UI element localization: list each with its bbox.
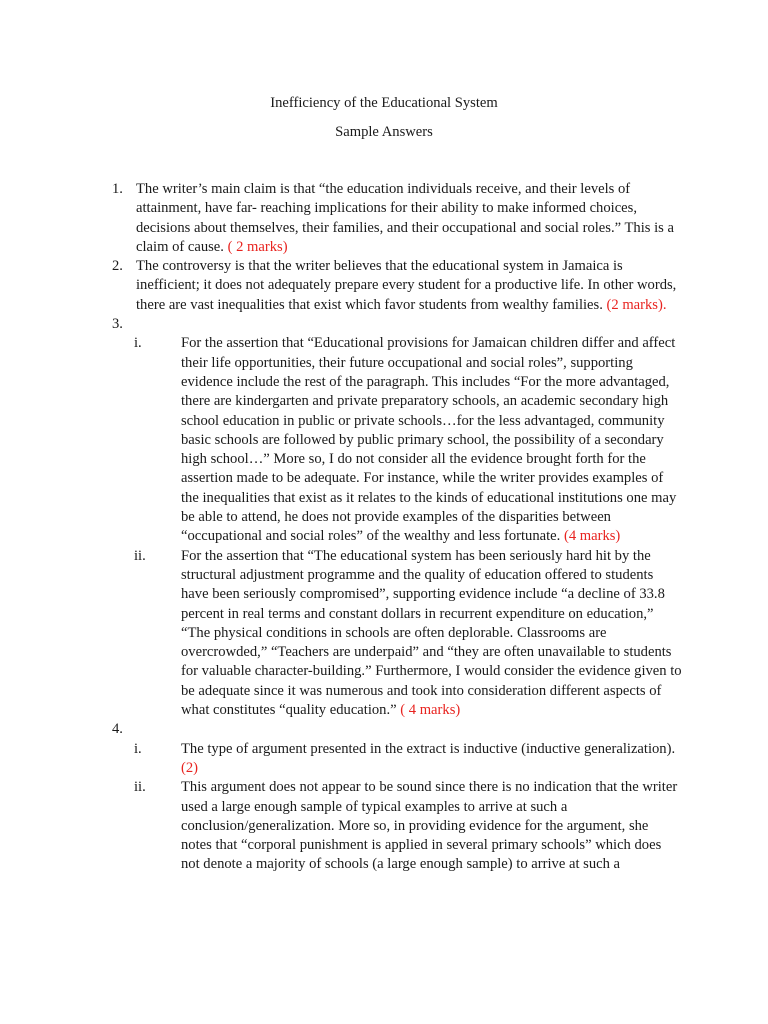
subpart-body: The type of argument presented in the extract is inductive (inductive generalization). xyxy=(181,740,676,757)
subpart-number: i. xyxy=(134,740,142,757)
answer-3-part-ii xyxy=(0,547,768,721)
subpart-number: ii. xyxy=(134,779,146,796)
answer-3-part-i xyxy=(0,334,768,546)
answer-number: 4. xyxy=(112,721,123,738)
document-title: Inefficiency of the Educational System xyxy=(270,95,498,111)
answer-number: 3. xyxy=(112,316,123,333)
marks-label: ( 4 marks) xyxy=(400,702,461,719)
subpart-number: i. xyxy=(134,335,142,352)
answer-2 xyxy=(0,257,768,315)
subpart-text xyxy=(181,334,682,546)
marks-label: (2) xyxy=(181,759,199,776)
subpart-body: This argument does not appear to be sound since there is no indication that the writer used a large enough sample of typical examples to arrive at such a conclusion/generalization. More so, in providing evidence for the argument, she notes that “corporal punishment is applied in several primary schools” which does not denote a majority of schools (a large enough sample) to arrive at such a xyxy=(181,779,678,873)
answer-number: 1. xyxy=(112,181,123,197)
answer-1 xyxy=(0,180,768,257)
answer-text xyxy=(136,257,681,315)
answer-body: The controversy is that the writer believes that the educational system in Jamaica is inefficient; it does not adequately prepare every student for a productive life. In other words, there are vast inequalities that exist which favor students from wealthy families. xyxy=(136,258,677,313)
document-subtitle: Sample Answers xyxy=(335,124,433,140)
answer-3 xyxy=(0,315,768,334)
subpart-text xyxy=(181,547,682,721)
answer-body: The writer’s main claim is that “the education individuals receive, and their levels of attainment, have far- reaching implications for their ability to make informed choices, decisions about themselves, their families, and their occupational and social roles.” This is a claim of cause. xyxy=(136,181,674,255)
subpart-text xyxy=(181,778,682,874)
subpart-body: For the assertion that “Educational provisions for Jamaican children differ and affect their life opportunities, their future occupational and social roles”, supporting evidence include the rest of the paragraph. This includes “For the more advantaged, there are kindergarten and private preparatory schools, an academic secondary high school education in public or private schools…for the less advantaged, community basic schools are followed by public primary school, the possibility of a secondary high school…” More so, I do not consider all the evidence brought forth for the assertion made to be adequate. For instance, while the writer provides examples of the inequalities that exist as it relates to the kinds of educational institutions one may be able to attend, he does not provide examples of the disparities between “occupational and social roles” of the wealthy and less fortunate. xyxy=(181,335,677,545)
answer-number: 2. xyxy=(112,258,123,275)
answer-4-part-i xyxy=(0,740,768,779)
marks-label: (2 marks). xyxy=(606,296,667,313)
answer-list xyxy=(0,180,768,875)
answer-text xyxy=(136,180,681,257)
marks-label: ( 2 marks) xyxy=(227,238,288,255)
subpart-body: For the assertion that “The educational system has been seriously hard hit by the structural adjustment programme and the quality of education offered to students have been seriously compromised”, supporting evidence include “a decline of 33.8 percent in real terms and constant dollars in recurrent expenditure on education,” “The physical conditions in schools are often deplorable. Classrooms are overcrowded,” “Teachers are underpaid” and “they are often unavailable to students for valuable character-building.” Furthermore, I would consider the evidence given to be adequate since it was numerous and took into consideration different aspects of what constitutes “quality education.” xyxy=(181,547,682,719)
subpart-number: ii. xyxy=(134,547,146,564)
answer-4-part-ii xyxy=(0,778,768,874)
subpart-text xyxy=(181,740,682,779)
marks-label: (4 marks) xyxy=(563,528,621,545)
answer-4 xyxy=(0,720,768,739)
